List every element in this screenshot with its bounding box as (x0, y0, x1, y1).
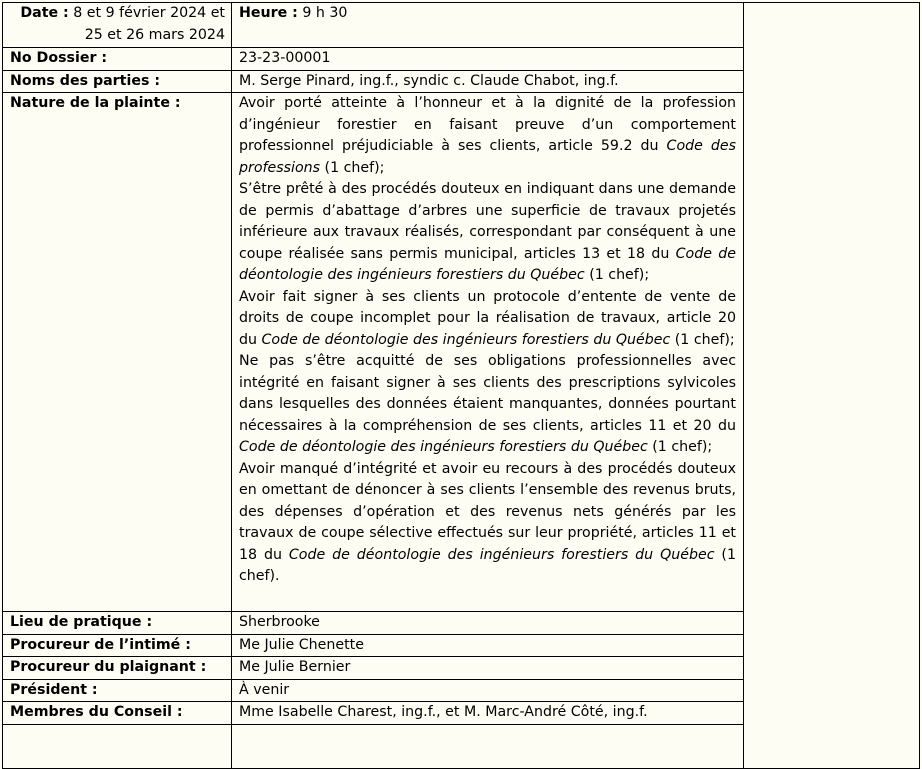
membres-label: Membres du Conseil : (3, 702, 232, 725)
hearing-table (2, 2, 920, 769)
date-line2: 25 et 26 mars 2024 (84, 26, 225, 43)
charge-5: Avoir manqué d’intégrité et avoir eu recours à des procédés douteux en omettant de dénoncer à ses clients l’ensemble des revenus bruts, des dépenses d’opération et des revenus nets générés par les travaux de coupe sélective effectués sur leur propriété, articles 11 et 18 du Code de déontologie des ingénieurs forestiers du Québec (1 chef). (239, 460, 736, 584)
parties-label: Noms des parties : (3, 70, 232, 93)
date-label: Date : (20, 5, 69, 21)
lieu-value: Sherbrooke (232, 612, 744, 635)
dossier-value: 23-23-00001 (232, 48, 744, 71)
president-value: À venir (232, 679, 744, 702)
procureur-intime-value: Me Julie Chenette (232, 634, 744, 657)
procureur-plaignant-label: Procureur du plaignant : (3, 657, 232, 680)
heure-label: Heure : (239, 5, 298, 21)
charge-4: Ne pas s’être acquitté de ses obligations professionnelles avec intégrité en faisant signer à ses clients des prescriptions sylvicoles dans lesquelles des données étaient manquantes, données pourtant nécessaires à la compréhension de ses clients, articles 11 et 20 du Code de déontologie des ingénieurs forestiers du Québec (1 chef); (239, 353, 736, 455)
heure-value: 9 h 30 (302, 5, 348, 21)
charge-2: S’être prêté à des procédés douteux en indiquant dans une demande de permis d’abattage d’arbres une superficie de travaux projetés inférieure aux travaux réalisés, correspondant par conséquent à une coupe réalisée sans permis municipal, articles 13 et 18 du Code de déontologie des ingénieurs forestiers du Québec (1 chef); (239, 181, 736, 283)
parties-value: M. Serge Pinard, ing.f., syndic c. Claude Chabot, ing.f. (232, 70, 744, 93)
president-label: Président : (3, 679, 232, 702)
date-cell (3, 3, 232, 48)
side-blank-cell (744, 3, 920, 769)
membres-value: Mme Isabelle Charest, ing.f., et M. Marc-André Côté, ing.f. (232, 702, 744, 725)
charge-1: Avoir porté atteinte à l’honneur et à la dignité de la profession d’ingénieur forestier en faisant preuve d’un comportement professionnel préjudiciable à ses clients, article 59.2 du Code des professions (1 chef); (239, 95, 736, 176)
empty-cell-1 (3, 724, 232, 768)
date-line1: 8 et 9 février 2024 et (73, 5, 225, 21)
procureur-intime-label: Procureur de l’intimé : (3, 634, 232, 657)
heure-cell (232, 3, 744, 48)
charge-3: Avoir fait signer à ses clients un protocole d’entente de vente de droits de coupe incomplet pour la réalisation de travaux, article 20 du Code de déontologie des ingénieurs forestiers du Québec (1 chef); (239, 288, 736, 348)
nature-value (232, 93, 744, 612)
nature-label: Nature de la plainte : (3, 93, 232, 612)
lieu-label: Lieu de pratique : (3, 612, 232, 635)
empty-cell-2 (232, 724, 744, 768)
date-row (3, 3, 920, 48)
dossier-label: No Dossier : (3, 48, 232, 71)
procureur-plaignant-value: Me Julie Bernier (232, 657, 744, 680)
